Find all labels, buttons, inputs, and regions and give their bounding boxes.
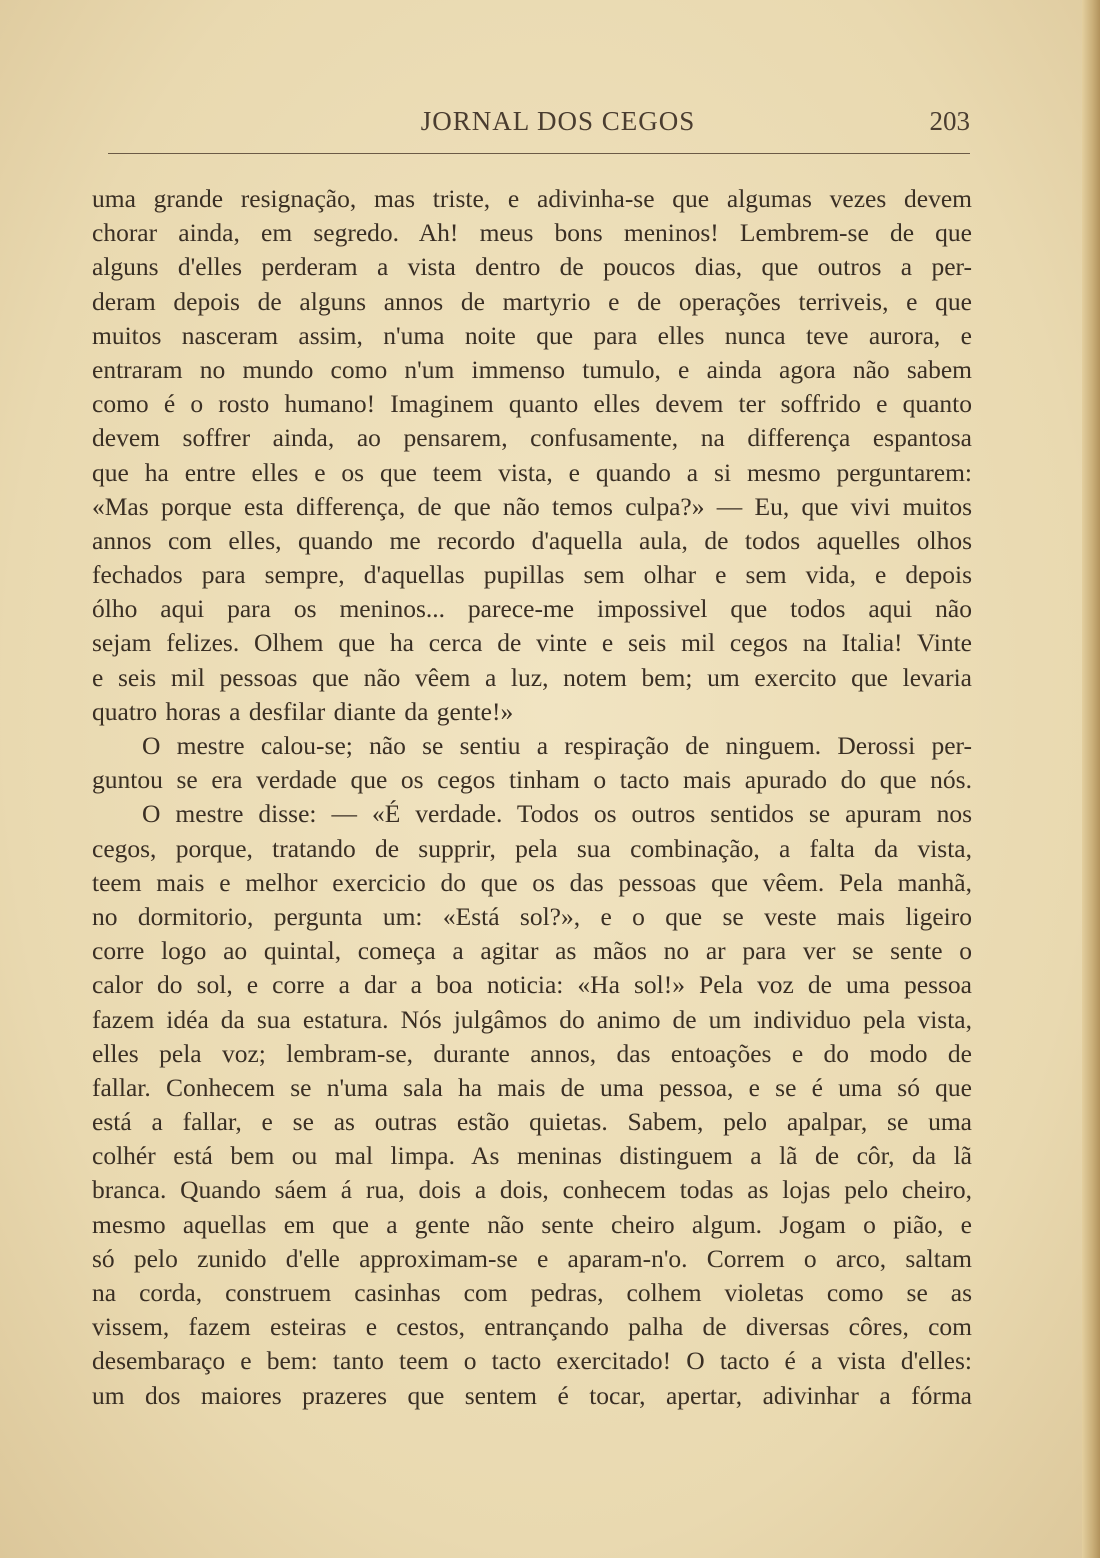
text-line: O mestre calou-se; não se sentiu a respiração de ninguem. Derossi per- bbox=[142, 731, 972, 760]
text-line: como é o rosto humano! Imaginem quanto elles devem ter soffrido e quanto bbox=[92, 389, 972, 419]
text-line: que ha entre elles e os que teem vista, e quando a si mesmo perguntarem: bbox=[92, 457, 972, 487]
text-line: alguns d'elles perderam a vista dentro de poucos dias, que outros a per- bbox=[92, 252, 972, 282]
text-line: e seis mil pessoas que não vêem a luz, notem bem; um exercito que levaria bbox=[92, 662, 972, 692]
text-line: vissem, fazem esteiras e cestos, entrançando palha de diversas côres, com bbox=[92, 1312, 972, 1342]
text-line: um dos maiores prazeres que sentem é tocar, apertar, adivinhar a fórma bbox=[92, 1380, 972, 1410]
text-line: teem mais e melhor exercicio do que os das pessoas que vêem. Pela manhã, bbox=[92, 867, 972, 897]
text-line: branca. Quando sáem á rua, dois a dois, conhecem todas as lojas pelo cheiro, bbox=[92, 1175, 972, 1205]
text-line: mesmo aquellas em que a gente não sente cheiro algum. Jogam o pião, e bbox=[92, 1209, 972, 1239]
text-line: no dormitorio, pergunta um: «Está sol?», e o que se veste mais ligeiro bbox=[92, 901, 972, 931]
text-line: chorar ainda, em segredo. Ah! meus bons meninos! Lembrem-se de que bbox=[92, 218, 972, 248]
text-line: está a fallar, e se as outras estão quietas. Sabem, pelo apalpar, se uma bbox=[92, 1107, 972, 1137]
running-title: JORNAL DOS CEGOS bbox=[420, 106, 696, 136]
text-line: devem soffrer ainda, ao pensarem, confusamente, na differença espantosa bbox=[92, 423, 972, 453]
text-line: na corda, construem casinhas com pedras, colhem violetas como se as bbox=[92, 1278, 972, 1307]
text-line: calor do sol, e corre a dar a boa noticia: «Ha sol!» Pela voz de uma pessoa bbox=[92, 970, 972, 1000]
text-line: annos com elles, quando me recordo d'aquella aula, de todos aquelles olhos bbox=[92, 525, 972, 555]
page-edge bbox=[1082, 0, 1100, 1558]
text-line: fechados para sempre, d'aquellas pupillas sem olhar e sem vida, e depois bbox=[92, 560, 972, 590]
text-line: ólho aqui para os meninos... parece-me impossivel que todos aqui não bbox=[92, 594, 972, 624]
text-line: uma grande resignação, mas triste, e adivinha-se que algumas vezes devem bbox=[92, 184, 972, 213]
page-header bbox=[108, 106, 970, 146]
text-line: cegos, porque, tratando de supprir, pela sua combinação, a falta da vista, bbox=[92, 833, 972, 863]
page-number: 203 bbox=[929, 106, 970, 136]
text-line: deram depois de alguns annos de martyrio e de operações terriveis, e que bbox=[92, 286, 972, 316]
text-line: fazem idéa da sua estatura. Nós julgâmos do animo de um individuo pela vista, bbox=[92, 1004, 972, 1034]
text-line: desembaraço e bem: tanto teem o tacto exercitado! O tacto é a vista d'elles: bbox=[92, 1346, 972, 1376]
text-line: corre logo ao quintal, começa a agitar as mãos no ar para ver se sente o bbox=[92, 936, 972, 966]
text-line: fallar. Conhecem se n'uma sala ha mais de uma pessoa, e se é uma só que bbox=[92, 1072, 972, 1102]
text-line: só pelo zunido d'elle approximam-se e aparam-n'o. Correm o arco, saltam bbox=[92, 1243, 972, 1273]
text-line: O mestre disse: — «É verdade. Todos os outros sentidos se apuram nos bbox=[142, 799, 972, 829]
text-line: muitos nasceram assim, n'uma noite que para elles nunca teve aurora, e bbox=[92, 320, 972, 350]
text-line: sejam felizes. Olhem que ha cerca de vinte e seis mil cegos na Italia! Vinte bbox=[92, 628, 972, 658]
text-line: colhér está bem ou mal limpa. As meninas distinguem a lã de côr, da lã bbox=[92, 1141, 972, 1171]
text-line: «Mas porque esta differença, de que não temos culpa?» — Eu, que vivi muitos bbox=[92, 491, 972, 521]
text-line: guntou se era verdade que os cegos tinham o tacto mais apurado do que nós. bbox=[92, 765, 972, 795]
body-text bbox=[92, 182, 972, 1413]
text-line: entraram no mundo como n'um immenso tumulo, e ainda agora não sabem bbox=[92, 354, 972, 384]
header-rule bbox=[108, 153, 970, 154]
text-line: elles pela voz; lembram-se, durante annos, das entoações e do modo de bbox=[92, 1038, 972, 1068]
text-line: quatro horas a desfilar diante da gente!» bbox=[92, 696, 514, 726]
